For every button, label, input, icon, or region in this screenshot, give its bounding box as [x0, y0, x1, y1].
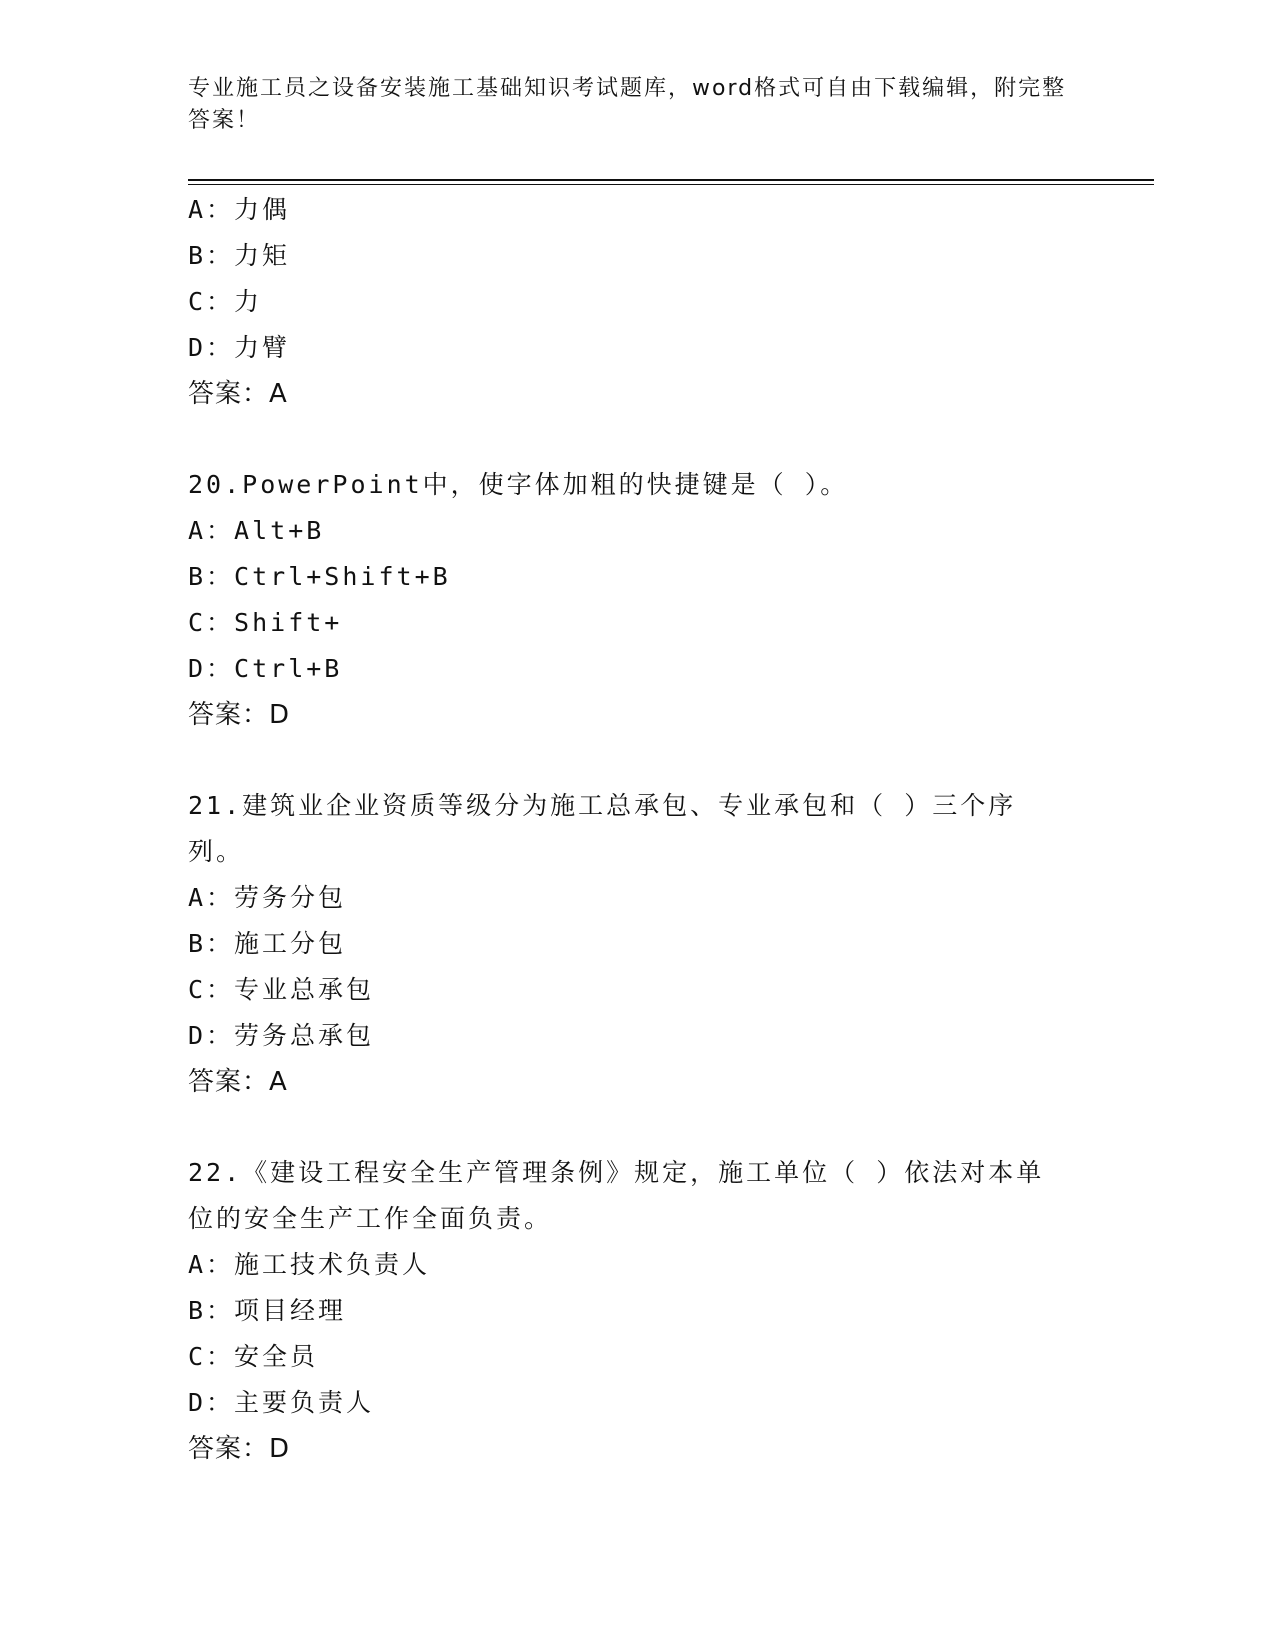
question-22-block [188, 1150, 1088, 1472]
option-a: A：劳务分包 [188, 883, 347, 912]
spacer [188, 738, 1088, 783]
document-header: 专业施工员之设备安装施工基础知识考试题库，word格式可自由下载编辑，附完整答案！ [188, 76, 1067, 133]
question-list [188, 187, 1088, 1472]
option-b: B：力矩 [188, 241, 291, 270]
option-d: D：Ctrl+B [188, 654, 343, 683]
option-a: A：施工技术负责人 [188, 1250, 431, 1279]
option-c: C：力 [188, 287, 263, 316]
question-19-block [188, 187, 1088, 417]
option-b: B：施工分包 [188, 929, 347, 958]
answer: 答案：D [188, 700, 291, 730]
question-21-block [188, 783, 1088, 1105]
option-d: D：主要负责人 [188, 1388, 375, 1417]
header-divider-thick [188, 179, 1154, 181]
answer: 答案：D [188, 1434, 291, 1464]
answer: 答案：A [188, 1067, 288, 1097]
option-c: C：安全员 [188, 1342, 319, 1371]
spacer [188, 417, 1088, 462]
spacer [188, 1105, 1088, 1150]
question-text: 21.建筑业企业资质等级分为施工总承包、专业承包和（ ）三个序列。 [188, 791, 1017, 866]
option-c: C：Shift+ [188, 608, 343, 637]
option-a: A：力偶 [188, 195, 291, 224]
option-b: B：项目经理 [188, 1296, 347, 1325]
question-text: 22.《建设工程安全生产管理条例》规定，施工单位（ ）依法对本单位的安全生产工作全面负责。 [188, 1158, 1045, 1233]
option-b: B：Ctrl+Shift+B [188, 562, 451, 591]
option-d: D：劳务总承包 [188, 1021, 375, 1050]
option-c: C：专业总承包 [188, 975, 375, 1004]
header-divider-thin [188, 184, 1154, 185]
option-a: A：Alt+B [188, 516, 325, 545]
answer: 答案：A [188, 379, 288, 409]
question-20-block [188, 462, 1088, 738]
question-text: 20.PowerPoint中，使字体加粗的快捷键是（ ）。 [188, 470, 849, 499]
option-d: D：力臂 [188, 333, 291, 362]
